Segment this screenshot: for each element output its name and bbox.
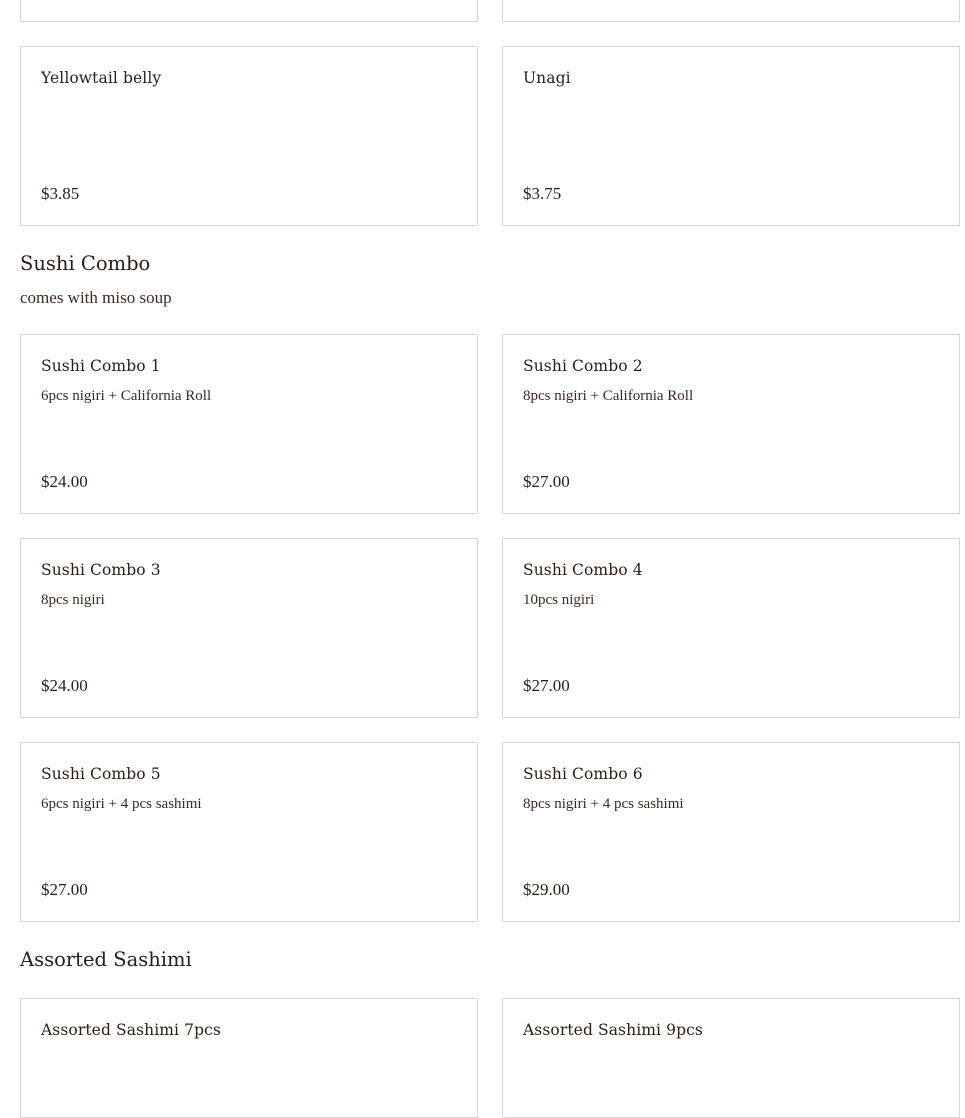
item-price: $3.75 [523,184,562,203]
menu-item-card-partial[interactable] [502,0,960,22]
item-description: 6pcs nigiri + 4 pcs sashimi [41,796,202,812]
item-description: 6pcs nigiri + California Roll [41,388,212,404]
menu-item-card[interactable] [502,538,960,718]
menu-item-card[interactable] [502,46,960,226]
item-description: 10pcs nigiri [523,592,595,608]
item-price: $27.00 [41,880,88,899]
item-name: Sushi Combo 3 [41,561,161,579]
item-name: Sushi Combo 1 [41,357,161,375]
section-title: Assorted Sashimi [20,948,192,971]
item-name: Sushi Combo 2 [523,357,643,375]
item-price: $24.00 [41,676,88,695]
menu-item-card[interactable] [20,998,478,1118]
item-price: $3.85 [41,184,80,203]
section-description: comes with miso soup [20,288,172,307]
item-description: 8pcs nigiri + 4 pcs sashimi [523,796,684,812]
item-price: $27.00 [523,472,570,491]
menu-item-card-partial[interactable] [20,0,478,22]
menu-item-card[interactable] [20,334,478,514]
menu-item-card[interactable] [20,538,478,718]
menu-item-card[interactable] [502,334,960,514]
menu-item-card[interactable] [20,742,478,922]
item-description: 8pcs nigiri [41,592,105,608]
menu-item-card[interactable] [502,998,960,1118]
item-description: 8pcs nigiri + California Roll [523,388,694,404]
menu-item-card[interactable] [20,46,478,226]
item-name: Sushi Combo 4 [523,561,643,579]
item-name: Yellowtail belly [41,69,162,87]
item-price: $29.00 [523,880,570,899]
item-price: $27.00 [523,676,570,695]
item-name: Assorted Sashimi 9pcs [523,1021,703,1039]
item-name: Sushi Combo 6 [523,765,643,783]
section-title: Sushi Combo [20,252,151,275]
item-name: Assorted Sashimi 7pcs [41,1021,221,1039]
item-name: Unagi [523,69,571,87]
menu-item-card[interactable] [502,742,960,922]
item-name: Sushi Combo 5 [41,765,161,783]
item-price: $24.00 [41,472,88,491]
